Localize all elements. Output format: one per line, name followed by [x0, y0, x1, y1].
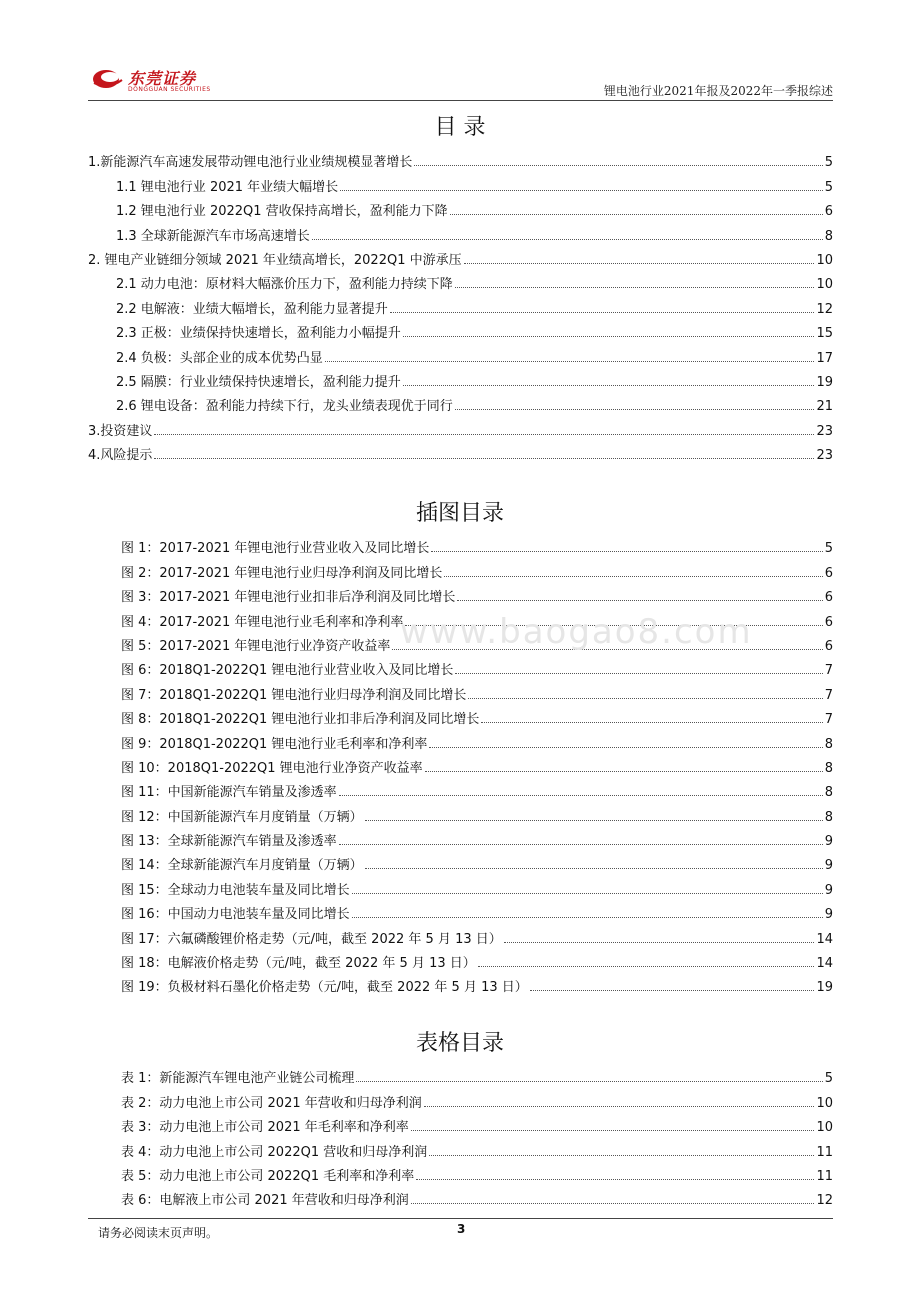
figure-entry[interactable]	[88, 898, 833, 922]
table-entry[interactable]	[88, 1160, 833, 1184]
dot-leader	[478, 966, 815, 967]
table-entry-label: 表 1：新能源汽车锂电池产业链公司梳理	[121, 1071, 355, 1087]
figure-entry-label: 图 10：2018Q1-2022Q1 锂电池行业净资产收益率	[121, 760, 423, 776]
toc-entry-page: 23	[816, 423, 833, 439]
figure-entry-label: 图 11：中国新能源汽车销量及渗透率	[121, 785, 337, 801]
dot-leader	[431, 551, 822, 552]
figure-entry-page: 9	[824, 834, 833, 850]
page-header	[88, 62, 833, 102]
watermark: www.baogao8.com	[400, 612, 753, 652]
toc-entry-label: 2. 锂电产业链细分领域 2021 年业绩高增长，2022Q1 中游承压	[88, 252, 462, 268]
dot-leader	[339, 795, 823, 796]
table-entry[interactable]	[88, 1111, 833, 1135]
figure-entry-page: 9	[824, 858, 833, 874]
dot-leader	[530, 990, 815, 991]
table-entry[interactable]	[88, 1086, 833, 1110]
figure-entry-page: 19	[816, 980, 833, 996]
dot-leader	[481, 722, 822, 723]
toc-entry-page: 5	[824, 155, 833, 171]
table-entry[interactable]	[88, 1062, 833, 1086]
dot-leader	[339, 844, 823, 845]
figure-entry[interactable]	[88, 873, 833, 897]
figure-entry-page: 6	[824, 590, 833, 606]
toc-entry[interactable]	[88, 292, 833, 316]
toc-entry-label: 2.5 隔膜：行业业绩保持快速增长，盈利能力提升	[116, 374, 401, 390]
figure-entry-page: 7	[824, 712, 833, 728]
toc-entry-label: 1.2 锂电池行业 2022Q1 营收保持高增长，盈利能力下降	[116, 204, 448, 220]
figure-entry-label: 图 17：六氟磷酸锂价格走势（元/吨，截至 2022 年 5 月 13 日）	[121, 931, 502, 947]
figure-entry-label: 图 7：2018Q1-2022Q1 锂电池行业归母净利润及同比增长	[121, 687, 467, 703]
figures-list	[88, 532, 833, 995]
dot-leader	[416, 1179, 814, 1180]
toc-entry-label: 2.1 动力电池：原材料大幅涨价压力下，盈利能力持续下降	[116, 277, 453, 293]
table-entry-page: 5	[824, 1071, 833, 1087]
dot-leader	[464, 263, 815, 264]
figure-entry-label: 图 1：2017-2021 年锂电池行业营业收入及同比增长	[121, 541, 430, 557]
figure-entry-label: 图 3：2017-2021 年锂电池行业扣非后净利润及同比增长	[121, 590, 456, 606]
toc-entry[interactable]	[88, 170, 833, 194]
table-entry-label: 表 3：动力电池上市公司 2021 年毛利率和净利率	[121, 1120, 409, 1136]
table-entry-page: 11	[816, 1144, 833, 1160]
figure-entry-label: 图 9：2018Q1-2022Q1 锂电池行业毛利率和净利率	[121, 736, 428, 752]
table-entry[interactable]	[88, 1184, 833, 1208]
dot-leader	[429, 747, 822, 748]
toc-entry[interactable]	[88, 414, 833, 438]
figure-entry-label: 图 19：负极材料石墨化价格走势（元/吨，截至 2022 年 5 月 13 日）	[121, 980, 528, 996]
table-entry-page: 10	[816, 1120, 833, 1136]
dot-leader	[154, 458, 814, 459]
figure-entry[interactable]	[88, 825, 833, 849]
dot-leader	[325, 361, 815, 362]
table-entry-label: 表 6：电解液上市公司 2021 年营收和归母净利润	[121, 1193, 409, 1209]
toc-entry-page: 23	[816, 448, 833, 464]
dot-leader	[154, 434, 814, 435]
figure-entry[interactable]	[88, 752, 833, 776]
toc-title: 目 录	[434, 115, 486, 140]
dot-leader	[403, 385, 815, 386]
dot-leader	[411, 1203, 815, 1204]
dot-leader	[450, 214, 823, 215]
figure-entry-page: 6	[824, 638, 833, 654]
toc-entry-page: 12	[816, 301, 833, 317]
toc-entry-label: 3.投资建议	[88, 423, 153, 439]
toc-entry[interactable]	[88, 341, 833, 365]
figure-entry-label: 图 18：电解液价格走势（元/吨，截至 2022 年 5 月 13 日）	[121, 956, 476, 972]
figure-entry-label: 图 15：全球动力电池装车量及同比增长	[121, 882, 350, 898]
toc-entry-label: 2.3 正极：业绩保持快速增长，盈利能力小幅提升	[116, 326, 401, 342]
toc-entry-page: 17	[816, 350, 833, 366]
dot-leader	[504, 942, 815, 943]
figure-entry-label: 图 14：全球新能源汽车月度销量（万辆）	[121, 858, 363, 874]
toc-entry-page: 6	[824, 204, 833, 220]
table-entry-label: 表 4：动力电池上市公司 2022Q1 营收和归母净利润	[121, 1144, 428, 1160]
logo-chinese-text: 东莞证券	[128, 69, 197, 88]
table-entry-label: 表 5：动力电池上市公司 2022Q1 毛利率和净利率	[121, 1168, 415, 1184]
toc-entry-page: 8	[824, 228, 833, 244]
figure-entry-label: 图 4：2017-2021 年锂电池行业毛利率和净利率	[121, 614, 404, 630]
company-logo	[92, 66, 242, 96]
table-entry-label: 表 2：动力电池上市公司 2021 年营收和归母净利润	[121, 1095, 422, 1111]
figure-entry-label: 图 8：2018Q1-2022Q1 锂电池行业扣非后净利润及同比增长	[121, 712, 480, 728]
footer-disclaimer: 请务必阅读末页声明。	[98, 1226, 219, 1240]
toc-entry-label: 2.2 电解液：业绩大幅增长，盈利能力显著提升	[116, 301, 388, 317]
figure-entry[interactable]	[88, 678, 833, 702]
figure-entry[interactable]	[88, 800, 833, 824]
toc-entry[interactable]	[88, 195, 833, 219]
table-entry-page: 10	[816, 1095, 833, 1111]
toc-entry-label: 2.4 负极：头部企业的成本优势凸显	[116, 350, 323, 366]
figure-entry-label: 图 16：中国动力电池装车量及同比增长	[121, 907, 350, 923]
toc-entry-label: 2.6 锂电设备：盈利能力持续下行，龙头业绩表现优于同行	[116, 399, 453, 415]
figure-entry-page: 8	[824, 785, 833, 801]
figure-entry-page: 6	[824, 614, 833, 630]
figure-entry-page: 6	[824, 565, 833, 581]
figure-entry[interactable]	[88, 776, 833, 800]
table-entry-page: 11	[816, 1168, 833, 1184]
figure-entry[interactable]	[88, 849, 833, 873]
dot-leader	[455, 409, 815, 410]
dot-leader	[457, 600, 822, 601]
toc-entry[interactable]	[88, 268, 833, 292]
toc-entry-page: 21	[816, 399, 833, 415]
dot-leader	[411, 1130, 815, 1131]
figure-entry[interactable]	[88, 556, 833, 580]
logo-mark-icon	[92, 68, 124, 90]
dot-leader	[390, 312, 815, 313]
figure-entry-page: 7	[824, 663, 833, 679]
logo-english-text: DONGGUAN SECURITIES	[128, 86, 211, 93]
dot-leader	[312, 239, 823, 240]
figure-entry-page: 8	[824, 809, 833, 825]
figure-entry-label: 图 12：中国新能源汽车月度销量（万辆）	[121, 809, 363, 825]
tables-list	[88, 1062, 833, 1208]
figure-entry-page: 5	[824, 541, 833, 557]
figure-entry-label: 图 6：2018Q1-2022Q1 锂电池行业营业收入及同比增长	[121, 663, 454, 679]
tables-title: 表格目录	[415, 1031, 504, 1056]
dot-leader	[455, 287, 815, 288]
dot-leader	[340, 190, 823, 191]
figure-entry-page: 8	[824, 760, 833, 776]
dot-leader	[414, 165, 822, 166]
dot-leader	[425, 771, 823, 772]
toc-entry[interactable]	[88, 244, 833, 268]
toc-entry[interactable]	[88, 439, 833, 463]
toc-entry-label: 4.风险提示	[88, 448, 153, 464]
dot-leader	[365, 820, 823, 821]
toc-entry-label: 1.3 全球新能源汽车市场高速增长	[116, 228, 310, 244]
toc-entry[interactable]	[88, 390, 833, 414]
figure-entry-label: 图 13：全球新能源汽车销量及渗透率	[121, 834, 337, 850]
figure-entry-page: 14	[816, 931, 833, 947]
footer-divider	[88, 1218, 833, 1219]
dot-leader	[424, 1106, 815, 1107]
toc-entry[interactable]	[88, 146, 833, 170]
page-number: 3	[457, 1222, 466, 1236]
figure-entry-page: 7	[824, 687, 833, 703]
toc-entry-page: 10	[816, 277, 833, 293]
toc-entry-label: 1.新能源汽车高速发展带动锂电池行业业绩规模显著增长	[88, 155, 413, 171]
figure-entry[interactable]	[88, 922, 833, 946]
dot-leader	[455, 673, 822, 674]
figures-title: 插图目录	[415, 501, 504, 526]
toc-list	[88, 146, 833, 463]
dot-leader	[352, 893, 823, 894]
dot-leader	[365, 868, 823, 869]
dot-leader	[403, 336, 815, 337]
toc-entry-page: 19	[816, 374, 833, 390]
toc-entry[interactable]	[88, 219, 833, 243]
dot-leader	[468, 698, 822, 699]
table-entry[interactable]	[88, 1135, 833, 1159]
figure-entry[interactable]	[88, 654, 833, 678]
figure-entry[interactable]	[88, 727, 833, 751]
figure-entry-page: 9	[824, 882, 833, 898]
table-entry-page: 12	[816, 1193, 833, 1209]
figure-entry-page: 14	[816, 956, 833, 972]
dot-leader	[429, 1155, 814, 1156]
figure-entry[interactable]	[88, 703, 833, 727]
report-title: 锂电池行业2021年报及2022年一季报综述	[603, 84, 833, 98]
figure-entry[interactable]	[88, 947, 833, 971]
toc-entry-page: 5	[824, 179, 833, 195]
dot-leader	[356, 1081, 822, 1082]
header-divider	[88, 100, 833, 101]
toc-entry[interactable]	[88, 366, 833, 390]
toc-entry[interactable]	[88, 317, 833, 341]
dot-leader	[352, 917, 823, 918]
figure-entry-label: 图 2：2017-2021 年锂电池行业归母净利润及同比增长	[121, 565, 443, 581]
figure-entry-page: 9	[824, 907, 833, 923]
figure-entry-label: 图 5：2017-2021 年锂电池行业净资产收益率	[121, 638, 391, 654]
toc-entry-label: 1.1 锂电池行业 2021 年业绩大幅增长	[116, 179, 339, 195]
toc-entry-page: 10	[816, 252, 833, 268]
figure-entry-page: 8	[824, 736, 833, 752]
figure-entry[interactable]	[88, 532, 833, 556]
dot-leader	[444, 576, 822, 577]
toc-entry-page: 15	[816, 326, 833, 342]
figure-entry[interactable]	[88, 971, 833, 995]
figure-entry[interactable]	[88, 581, 833, 605]
